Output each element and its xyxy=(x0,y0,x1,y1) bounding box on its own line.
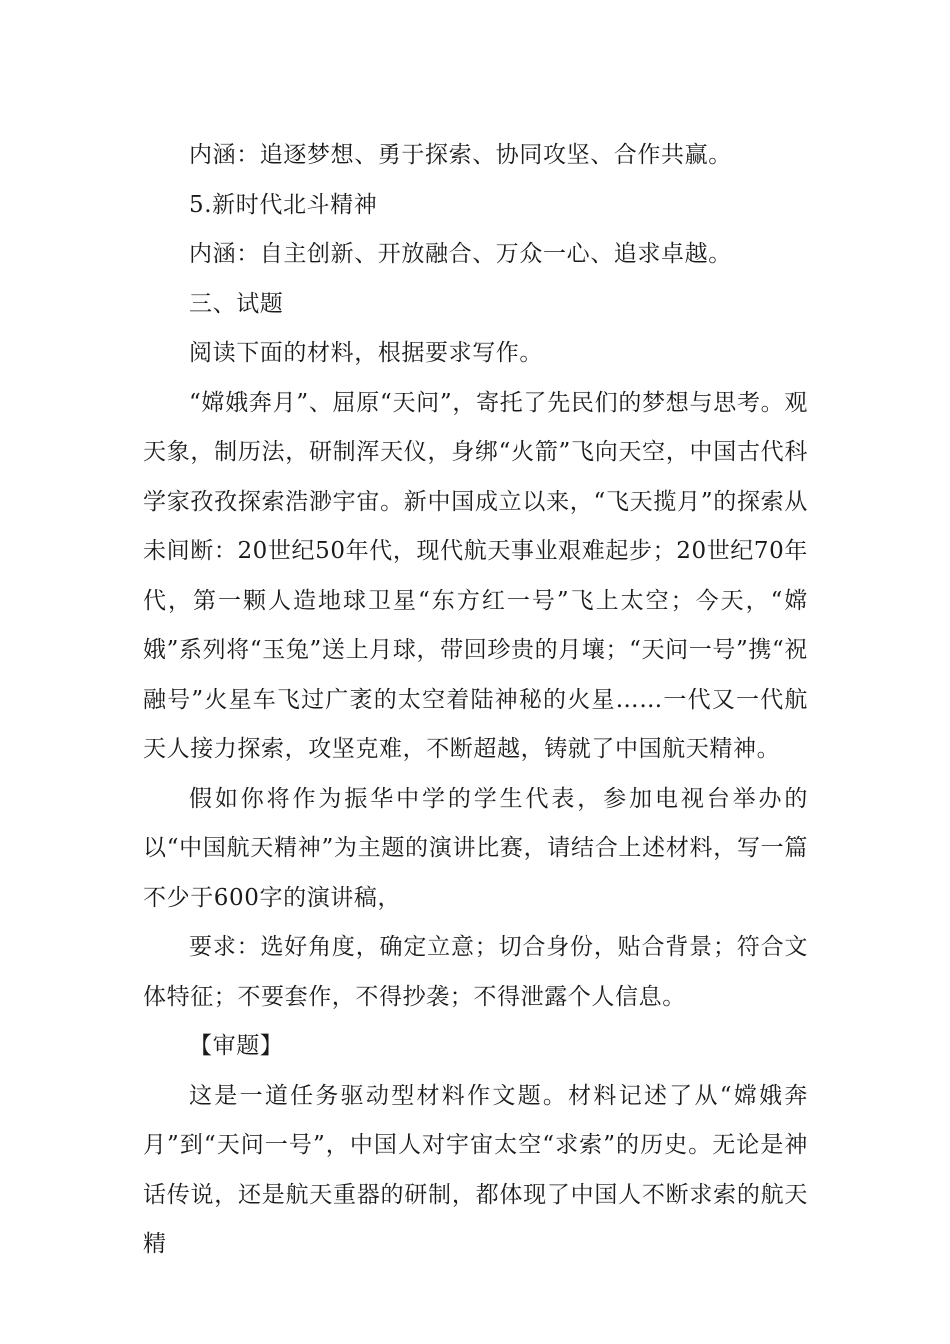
paragraph-instruction: 阅读下面的材料，根据要求写作。 xyxy=(189,340,543,366)
heading-analysis: 【审题】 xyxy=(189,1033,284,1059)
heading-beidou-spirit: 5.新时代北斗精神 xyxy=(189,191,378,218)
paragraph-task: 假如你将作为振华中学的学生代表，参加电视台举办的以“中国航天精神”为主题的演讲比赛，请结合上述材料，写一篇不少于600字的演讲稿， xyxy=(143,785,808,911)
paragraph-requirements: 要求：选好角度，确定立意；切合身份，贴合背景；符合文体特征；不要套作，不得抄袭；不得泄露个人信息。 xyxy=(143,934,808,1010)
document-body xyxy=(143,131,808,1270)
paragraph-connotation-2: 内涵：自主创新、开放融合、万众一心、追求卓越。 xyxy=(189,241,732,267)
paragraph-connotation-1: 内涵：追逐梦想、勇于探索、协同攻坚、合作共赢。 xyxy=(189,142,732,168)
paragraph-material: “嫦娥奔月”、屈原“天问”，寄托了先民们的梦想与思考。观天象，制历法，研制浑天仪，身绑“火箭”飞向天空，中国古代科学家孜孜探索浩渺宇宙。新中国成立以来，“飞天揽月”的探索从未间断：20世纪50年代，现代航天事业艰难起步；20世纪70年代，第一颗人造地球卫星“东方红一号”飞上太空；今天，“嫦娥”系列将“玉兔”送上月球，带回珍贵的月壤；“天问一号”携“祝融号”火星车飞过广袤的太空着陆神秘的火星……一代又一代航天人接力探索，攻坚克难，不断超越，铸就了中国航天精神。 xyxy=(143,389,808,762)
heading-section-three: 三、试题 xyxy=(189,290,284,317)
paragraph-analysis: 这是一道任务驱动型材料作文题。材料记述了从“嫦娥奔月”到“天问一号”，中国人对宇宙太空“求索”的历史。无论是神话传说，还是航天重器的研制，都体现了中国人不断求索的航天精 xyxy=(143,1082,808,1257)
